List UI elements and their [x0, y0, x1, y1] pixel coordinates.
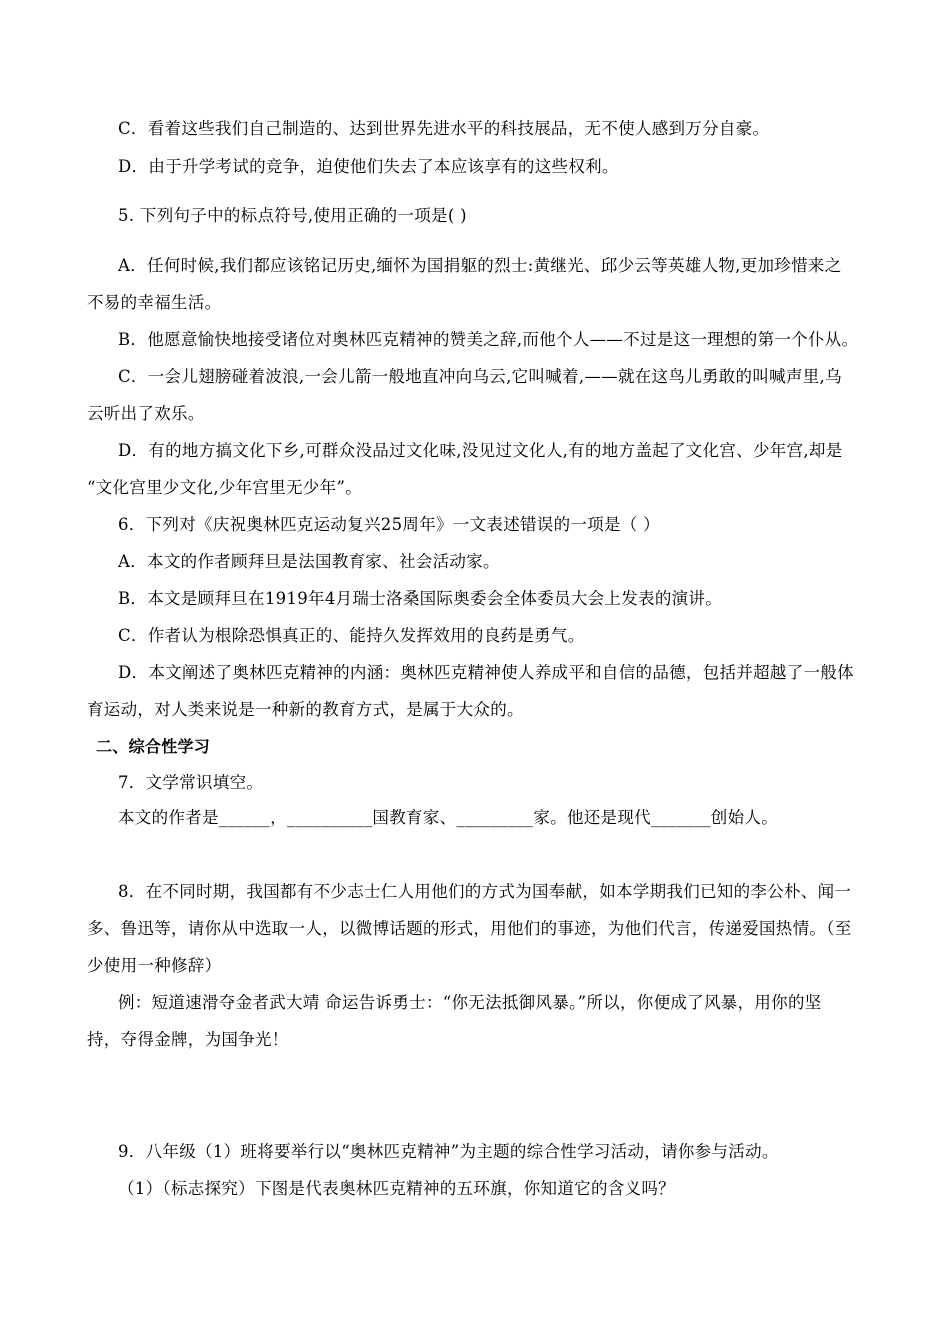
q7-fill-blank: 本文的作者是______，__________国教育家、_________家。他还是现代_______创始人。 — [118, 808, 778, 827]
q8-line3: 少使用一种修辞） — [87, 956, 222, 975]
q5-stem: 5. 下列句子中的标点符号,使用正确的一项是( ) — [118, 206, 467, 225]
q6-option-b: B．本文是顾拜旦在1919年4月瑞士洛桑国际奥委会全体委员大会上发表的演讲。 — [118, 589, 723, 608]
q4-option-c: C．看着这些我们自己制造的、达到世界先进水平的科技展品，无不使人感到万分自豪。 — [118, 119, 770, 138]
q7-stem: 7．文学常识填空。 — [118, 773, 264, 792]
q5-option-b: B．他愿意愉快地接受诸位对奥林匹克精神的赞美之辞,而他个人——不过是这一理想的第一个仆从。 — [118, 330, 859, 349]
q5-option-d-line2: “文化宫里少文化,少年宫里无少年”。 — [87, 478, 363, 497]
q6-option-c: C．作者认为根除恐惧真正的、能持久发挥效用的良药是勇气。 — [118, 626, 585, 645]
q5-option-a-line1: A．任何时候,我们都应该铭记历史,缅怀为国捐躯的烈士:黄继光、邱少云等英雄人物,更加珍惜来之 — [118, 256, 842, 275]
q8-line1: 8．在不同时期，我国都有不少志士仁人用他们的方式为国奉献，如本学期我们已知的李公朴、闻一 — [118, 882, 852, 901]
q8-example-line1: 例：短道速滑夺金者武大靖 命运告诉勇士：“你无法抵御风暴。”所以，你便成了风暴，用你的坚 — [118, 993, 822, 1012]
section-heading: 二、综合性学习 — [96, 737, 211, 756]
q9-stem: 9．八年级（1）班将要举行以“奥林匹克精神”为主题的综合性学习活动，请你参与活动。 — [118, 1142, 779, 1161]
q6-stem: 6．下列对《庆祝奥林匹克运动复兴25周年》一文表述错误的一项是（ ） — [118, 515, 660, 534]
q4-option-d: D．由于升学考试的竞争，迫使他们失去了本应该享有的这些权利。 — [118, 157, 619, 176]
q5-option-a-line2: 不易的幸福生活。 — [87, 293, 222, 312]
q6-option-d-line1: D．本文阐述了奥林匹克精神的内涵：奥林匹克精神使人养成平和自信的品德，包括并超越了一般体 — [118, 663, 854, 682]
q9-sub1: （1）（标志探究）下图是代表奥林匹克精神的五环旗，你知道它的含义吗？ — [118, 1179, 675, 1198]
q5-option-c-line1: C．一会儿翅膀碰着波浪,一会儿箭一般地直冲向乌云,它叫喊着,——就在这鸟儿勇敢的叫喊声里,乌 — [118, 367, 842, 386]
q5-option-d-line1: D．有的地方搞文化下乡,可群众没品过文化味,没见过文化人,有的地方盖起了文化宫、少年宫,却是 — [118, 441, 843, 460]
q6-option-a: A．本文的作者顾拜旦是法国教育家、社会活动家。 — [118, 552, 500, 571]
q8-example-line2: 持，夺得金牌，为国争光！ — [87, 1030, 289, 1049]
q5-option-c-line2: 云听出了欢乐。 — [87, 404, 205, 423]
q8-line2: 多、鲁迅等，请你从中选取一人，以微博话题的形式，用他们的事迹，为他们代言，传递爱国热情。（至 — [87, 919, 852, 938]
q6-option-d-line2: 育运动，对人类来说是一种新的教育方式，是属于大众的。 — [87, 700, 524, 719]
